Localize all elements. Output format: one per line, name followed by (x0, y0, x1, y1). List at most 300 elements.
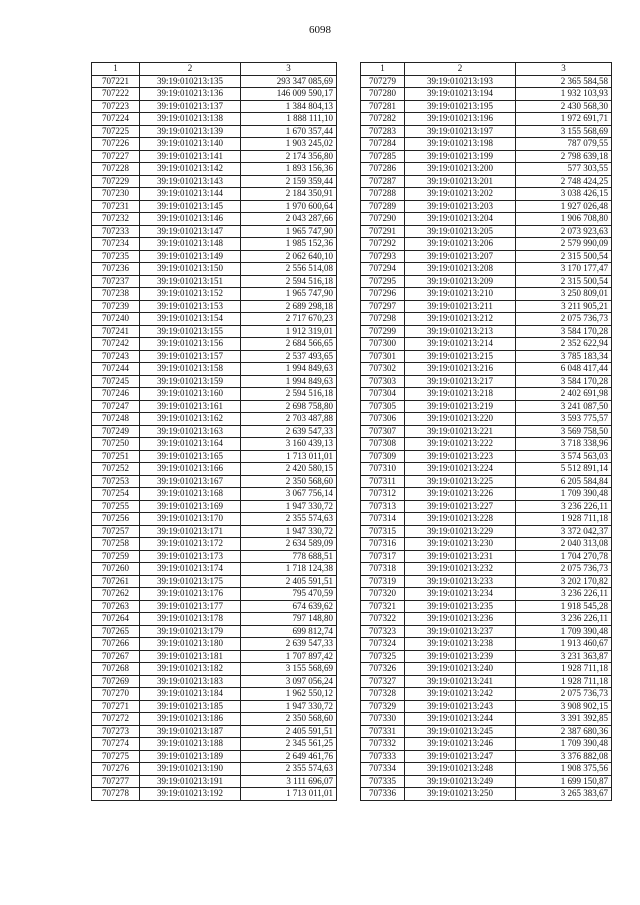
cadastral-number: 39:19:010213:238 (405, 638, 516, 651)
cadastral-number: 39:19:010213:233 (405, 575, 516, 588)
row-number: 707249 (92, 425, 140, 438)
table-row (361, 438, 612, 451)
cadastral-number: 39:19:010213:241 (405, 675, 516, 688)
table-row (92, 450, 337, 463)
table-row (361, 513, 612, 526)
table-row (92, 350, 337, 363)
cadastral-value: 1 699 150,87 (516, 775, 612, 788)
cadastral-value: 2 062 640,10 (241, 250, 337, 263)
cadastral-number: 39:19:010213:181 (140, 650, 241, 663)
row-number: 707316 (361, 538, 405, 551)
cadastral-number: 39:19:010213:188 (140, 738, 241, 751)
row-number: 707276 (92, 763, 140, 776)
row-number: 707248 (92, 413, 140, 426)
table-row (92, 288, 337, 301)
cadastral-number: 39:19:010213:166 (140, 463, 241, 476)
table-row (361, 288, 612, 301)
cadastral-value: 2 350 568,60 (241, 475, 337, 488)
cadastral-number: 39:19:010213:144 (140, 188, 241, 201)
cadastral-value: 2 043 287,66 (241, 213, 337, 226)
table-row (361, 488, 612, 501)
row-number: 707313 (361, 500, 405, 513)
cadastral-number: 39:19:010213:234 (405, 588, 516, 601)
row-number: 707281 (361, 100, 405, 113)
table-row (92, 488, 337, 501)
header-col-3: 3 (241, 63, 337, 76)
table-row (361, 375, 612, 388)
table-row (361, 88, 612, 101)
cadastral-number: 39:19:010213:187 (140, 725, 241, 738)
row-number: 707333 (361, 750, 405, 763)
cadastral-value: 3 155 568,69 (516, 125, 612, 138)
row-number: 707255 (92, 500, 140, 513)
cadastral-number: 39:19:010213:237 (405, 625, 516, 638)
cadastral-number: 39:19:010213:202 (405, 188, 516, 201)
row-number: 707325 (361, 650, 405, 663)
table-row (92, 638, 337, 651)
table-row (92, 100, 337, 113)
cadastral-number: 39:19:010213:160 (140, 388, 241, 401)
table-row (361, 425, 612, 438)
row-number: 707334 (361, 763, 405, 776)
row-number: 707257 (92, 525, 140, 538)
cadastral-value: 2 315 500,54 (516, 275, 612, 288)
row-number: 707305 (361, 400, 405, 413)
row-number: 707311 (361, 475, 405, 488)
table-row (92, 588, 337, 601)
cadastral-value: 1 962 550,12 (241, 688, 337, 701)
row-number: 707275 (92, 750, 140, 763)
row-number: 707233 (92, 225, 140, 238)
row-number: 707318 (361, 563, 405, 576)
row-number: 707289 (361, 200, 405, 213)
cadastral-number: 39:19:010213:156 (140, 338, 241, 351)
table-row (92, 225, 337, 238)
cadastral-number: 39:19:010213:184 (140, 688, 241, 701)
table-row (92, 75, 337, 88)
cadastral-value: 2 355 574,63 (241, 513, 337, 526)
cadastral-value: 3 160 439,13 (241, 438, 337, 451)
table-row (361, 775, 612, 788)
table-row (92, 275, 337, 288)
table-row (92, 400, 337, 413)
row-number: 707335 (361, 775, 405, 788)
row-number: 707326 (361, 663, 405, 676)
row-number: 707321 (361, 600, 405, 613)
row-number: 707285 (361, 150, 405, 163)
table-row (92, 613, 337, 626)
left-table (91, 62, 337, 801)
header-col-2: 2 (405, 63, 516, 76)
row-number: 707323 (361, 625, 405, 638)
cadastral-number: 39:19:010213:194 (405, 88, 516, 101)
cadastral-value: 2 075 736,73 (516, 688, 612, 701)
cadastral-value: 1 994 849,63 (241, 375, 337, 388)
cadastral-number: 39:19:010213:167 (140, 475, 241, 488)
table-row (92, 313, 337, 326)
cadastral-number: 39:19:010213:219 (405, 400, 516, 413)
table-row (92, 463, 337, 476)
cadastral-number: 39:19:010213:212 (405, 313, 516, 326)
cadastral-value: 2 355 574,63 (241, 763, 337, 776)
cadastral-number: 39:19:010213:232 (405, 563, 516, 576)
cadastral-value: 2 420 580,15 (241, 463, 337, 476)
row-number: 707251 (92, 450, 140, 463)
table-row (361, 625, 612, 638)
header-col-2: 2 (140, 63, 241, 76)
row-number: 707284 (361, 138, 405, 151)
row-number: 707320 (361, 588, 405, 601)
cadastral-value: 2 717 670,23 (241, 313, 337, 326)
cadastral-number: 39:19:010213:145 (140, 200, 241, 213)
table-row (92, 538, 337, 551)
cadastral-number: 39:19:010213:136 (140, 88, 241, 101)
table-row (361, 75, 612, 88)
row-number: 707260 (92, 563, 140, 576)
row-number: 707262 (92, 588, 140, 601)
row-number: 707277 (92, 775, 140, 788)
row-number: 707300 (361, 338, 405, 351)
cadastral-number: 39:19:010213:155 (140, 325, 241, 338)
row-number: 707242 (92, 338, 140, 351)
row-number: 707308 (361, 438, 405, 451)
table-row (361, 100, 612, 113)
row-number: 707231 (92, 200, 140, 213)
cadastral-number: 39:19:010213:170 (140, 513, 241, 526)
table-row (361, 788, 612, 801)
cadastral-value: 2 689 298,18 (241, 300, 337, 313)
cadastral-number: 39:19:010213:163 (140, 425, 241, 438)
table-row (361, 150, 612, 163)
cadastral-number: 39:19:010213:200 (405, 163, 516, 176)
row-number: 707247 (92, 400, 140, 413)
table-row (361, 225, 612, 238)
cadastral-number: 39:19:010213:154 (140, 313, 241, 326)
cadastral-number: 39:19:010213:244 (405, 713, 516, 726)
row-number: 707227 (92, 150, 140, 163)
table-row (92, 500, 337, 513)
cadastral-value: 3 569 758,50 (516, 425, 612, 438)
table-row (92, 138, 337, 151)
row-number: 707266 (92, 638, 140, 651)
row-number: 707264 (92, 613, 140, 626)
cadastral-number: 39:19:010213:206 (405, 238, 516, 251)
cadastral-value: 2 594 516,18 (241, 388, 337, 401)
row-number: 707224 (92, 113, 140, 126)
cadastral-number: 39:19:010213:199 (405, 150, 516, 163)
row-number: 707241 (92, 325, 140, 338)
cadastral-value: 577 303,55 (516, 163, 612, 176)
cadastral-number: 39:19:010213:201 (405, 175, 516, 188)
cadastral-number: 39:19:010213:209 (405, 275, 516, 288)
table-row (92, 750, 337, 763)
table-row (92, 425, 337, 438)
cadastral-number: 39:19:010213:169 (140, 500, 241, 513)
table-row (92, 263, 337, 276)
cadastral-value: 1 965 747,90 (241, 225, 337, 238)
cadastral-number: 39:19:010213:189 (140, 750, 241, 763)
table-row (361, 450, 612, 463)
cadastral-number: 39:19:010213:243 (405, 700, 516, 713)
cadastral-value: 2 634 589,09 (241, 538, 337, 551)
cadastral-value: 2 405 591,51 (241, 725, 337, 738)
row-number: 707243 (92, 350, 140, 363)
cadastral-number: 39:19:010213:211 (405, 300, 516, 313)
cadastral-value: 2 537 493,65 (241, 350, 337, 363)
cadastral-number: 39:19:010213:172 (140, 538, 241, 551)
cadastral-value: 2 649 461,76 (241, 750, 337, 763)
row-number: 707252 (92, 463, 140, 476)
row-number: 707270 (92, 688, 140, 701)
cadastral-number: 39:19:010213:205 (405, 225, 516, 238)
cadastral-number: 39:19:010213:150 (140, 263, 241, 276)
cadastral-value: 674 639,62 (241, 600, 337, 613)
row-number: 707286 (361, 163, 405, 176)
cadastral-number: 39:19:010213:195 (405, 100, 516, 113)
cadastral-number: 39:19:010213:193 (405, 75, 516, 88)
cadastral-value: 3 574 563,03 (516, 450, 612, 463)
row-number: 707223 (92, 100, 140, 113)
table-row (92, 763, 337, 776)
table-header-row (92, 63, 337, 76)
row-number: 707245 (92, 375, 140, 388)
cadastral-number: 39:19:010213:161 (140, 400, 241, 413)
row-number: 707237 (92, 275, 140, 288)
cadastral-value: 3 593 775,57 (516, 413, 612, 426)
row-number: 707267 (92, 650, 140, 663)
row-number: 707327 (361, 675, 405, 688)
table-row (92, 675, 337, 688)
cadastral-number: 39:19:010213:197 (405, 125, 516, 138)
cadastral-number: 39:19:010213:171 (140, 525, 241, 538)
row-number: 707254 (92, 488, 140, 501)
cadastral-value: 2 405 591,51 (241, 575, 337, 588)
table-row (92, 563, 337, 576)
row-number: 707288 (361, 188, 405, 201)
cadastral-number: 39:19:010213:227 (405, 500, 516, 513)
table-row (92, 238, 337, 251)
row-number: 707283 (361, 125, 405, 138)
cadastral-value: 1 707 897,42 (241, 650, 337, 663)
row-number: 707261 (92, 575, 140, 588)
row-number: 707290 (361, 213, 405, 226)
cadastral-number: 39:19:010213:157 (140, 350, 241, 363)
table-row (92, 338, 337, 351)
cadastral-number: 39:19:010213:186 (140, 713, 241, 726)
table-row (92, 625, 337, 638)
row-number: 707314 (361, 513, 405, 526)
cadastral-value: 1 384 804,13 (241, 100, 337, 113)
cadastral-value: 2 703 487,88 (241, 413, 337, 426)
cadastral-value: 2 350 568,60 (241, 713, 337, 726)
header-col-1: 1 (92, 63, 140, 76)
table-row (92, 475, 337, 488)
cadastral-value: 3 111 696,07 (241, 775, 337, 788)
cadastral-value: 1 709 390,48 (516, 738, 612, 751)
cadastral-value: 1 718 124,38 (241, 563, 337, 576)
table-row (361, 163, 612, 176)
cadastral-value: 3 211 905,21 (516, 300, 612, 313)
cadastral-value: 1 713 011,01 (241, 788, 337, 801)
cadastral-number: 39:19:010213:225 (405, 475, 516, 488)
cadastral-value: 3 584 170,28 (516, 325, 612, 338)
row-number: 707329 (361, 700, 405, 713)
row-number: 707234 (92, 238, 140, 251)
table-row (92, 700, 337, 713)
row-number: 707253 (92, 475, 140, 488)
cadastral-number: 39:19:010213:196 (405, 113, 516, 126)
table-row (361, 113, 612, 126)
cadastral-number: 39:19:010213:223 (405, 450, 516, 463)
right-table (360, 62, 612, 801)
cadastral-value: 1 928 711,18 (516, 675, 612, 688)
table-row (92, 188, 337, 201)
row-number: 707312 (361, 488, 405, 501)
row-number: 707332 (361, 738, 405, 751)
cadastral-value: 3 372 042,37 (516, 525, 612, 538)
table-row (361, 325, 612, 338)
cadastral-value: 1 906 708,80 (516, 213, 612, 226)
cadastral-number: 39:19:010213:179 (140, 625, 241, 638)
cadastral-value: 2 184 350,91 (241, 188, 337, 201)
row-number: 707258 (92, 538, 140, 551)
row-number: 707246 (92, 388, 140, 401)
cadastral-value: 1 670 357,44 (241, 125, 337, 138)
cadastral-value: 3 170 177,47 (516, 263, 612, 276)
cadastral-value: 3 718 338,96 (516, 438, 612, 451)
cadastral-value: 3 376 882,08 (516, 750, 612, 763)
cadastral-value: 3 155 568,69 (241, 663, 337, 676)
table-row (361, 500, 612, 513)
table-row (92, 413, 337, 426)
row-number: 707263 (92, 600, 140, 613)
row-number: 707272 (92, 713, 140, 726)
cadastral-value: 3 265 383,67 (516, 788, 612, 801)
cadastral-number: 39:19:010213:165 (140, 450, 241, 463)
cadastral-value: 3 097 056,24 (241, 675, 337, 688)
row-number: 707301 (361, 350, 405, 363)
table-row (92, 325, 337, 338)
row-number: 707232 (92, 213, 140, 226)
cadastral-value: 1 972 691,71 (516, 113, 612, 126)
table-row (361, 525, 612, 538)
row-number: 707226 (92, 138, 140, 151)
cadastral-value: 1 947 330,72 (241, 500, 337, 513)
row-number: 707309 (361, 450, 405, 463)
row-number: 707307 (361, 425, 405, 438)
cadastral-value: 1 913 460,67 (516, 638, 612, 651)
cadastral-number: 39:19:010213:231 (405, 550, 516, 563)
cadastral-value: 3 250 809,01 (516, 288, 612, 301)
cadastral-value: 1 932 103,93 (516, 88, 612, 101)
cadastral-value: 1 709 390,48 (516, 625, 612, 638)
cadastral-value: 1 947 330,72 (241, 700, 337, 713)
table-row (361, 588, 612, 601)
table-row (361, 238, 612, 251)
table-row (361, 463, 612, 476)
cadastral-value: 2 365 584,58 (516, 75, 612, 88)
table-row (361, 188, 612, 201)
cadastral-value: 1 903 245,02 (241, 138, 337, 151)
table-header-row (361, 63, 612, 76)
table-row (361, 338, 612, 351)
table-row (92, 650, 337, 663)
cadastral-value: 2 387 680,36 (516, 725, 612, 738)
cadastral-value: 2 402 691,98 (516, 388, 612, 401)
table-row (92, 163, 337, 176)
cadastral-number: 39:19:010213:207 (405, 250, 516, 263)
table-row (361, 663, 612, 676)
cadastral-number: 39:19:010213:151 (140, 275, 241, 288)
cadastral-number: 39:19:010213:214 (405, 338, 516, 351)
row-number: 707306 (361, 413, 405, 426)
cadastral-number: 39:19:010213:162 (140, 413, 241, 426)
table-row (361, 650, 612, 663)
cadastral-value: 2 315 500,54 (516, 250, 612, 263)
table-row (361, 563, 612, 576)
table-row (361, 125, 612, 138)
table-row (92, 663, 337, 676)
cadastral-number: 39:19:010213:239 (405, 650, 516, 663)
cadastral-number: 39:19:010213:182 (140, 663, 241, 676)
table-row (92, 575, 337, 588)
cadastral-number: 39:19:010213:147 (140, 225, 241, 238)
cadastral-number: 39:19:010213:137 (140, 100, 241, 113)
table-row (92, 713, 337, 726)
cadastral-number: 39:19:010213:191 (140, 775, 241, 788)
cadastral-number: 39:19:010213:250 (405, 788, 516, 801)
cadastral-value: 2 556 514,08 (241, 263, 337, 276)
table-row (361, 413, 612, 426)
cadastral-number: 39:19:010213:245 (405, 725, 516, 738)
cadastral-value: 1 928 711,18 (516, 663, 612, 676)
row-number: 707221 (92, 75, 140, 88)
cadastral-value: 1 927 026,48 (516, 200, 612, 213)
table-row (361, 175, 612, 188)
cadastral-value: 2 075 736,73 (516, 313, 612, 326)
cadastral-number: 39:19:010213:240 (405, 663, 516, 676)
header-col-3: 3 (516, 63, 612, 76)
row-number: 707274 (92, 738, 140, 751)
cadastral-number: 39:19:010213:135 (140, 75, 241, 88)
cadastral-number: 39:19:010213:142 (140, 163, 241, 176)
cadastral-value: 1 713 011,01 (241, 450, 337, 463)
cadastral-value: 1 888 111,10 (241, 113, 337, 126)
cadastral-number: 39:19:010213:143 (140, 175, 241, 188)
table-row (92, 213, 337, 226)
table-row (361, 700, 612, 713)
row-number: 707273 (92, 725, 140, 738)
row-number: 707287 (361, 175, 405, 188)
cadastral-value: 2 684 566,65 (241, 338, 337, 351)
cadastral-value: 2 174 356,80 (241, 150, 337, 163)
row-number: 707236 (92, 263, 140, 276)
cadastral-value: 1 947 330,72 (241, 525, 337, 538)
cadastral-number: 39:19:010213:183 (140, 675, 241, 688)
cadastral-value: 3 584 170,28 (516, 375, 612, 388)
cadastral-value: 6 205 584,84 (516, 475, 612, 488)
cadastral-number: 39:19:010213:159 (140, 375, 241, 388)
table-row (361, 675, 612, 688)
cadastral-number: 39:19:010213:173 (140, 550, 241, 563)
table-row (92, 688, 337, 701)
page-number: 6098 (309, 24, 331, 36)
table-row (361, 575, 612, 588)
cadastral-value: 1 704 270,78 (516, 550, 612, 563)
row-number: 707250 (92, 438, 140, 451)
cadastral-number: 39:19:010213:246 (405, 738, 516, 751)
row-number: 707282 (361, 113, 405, 126)
